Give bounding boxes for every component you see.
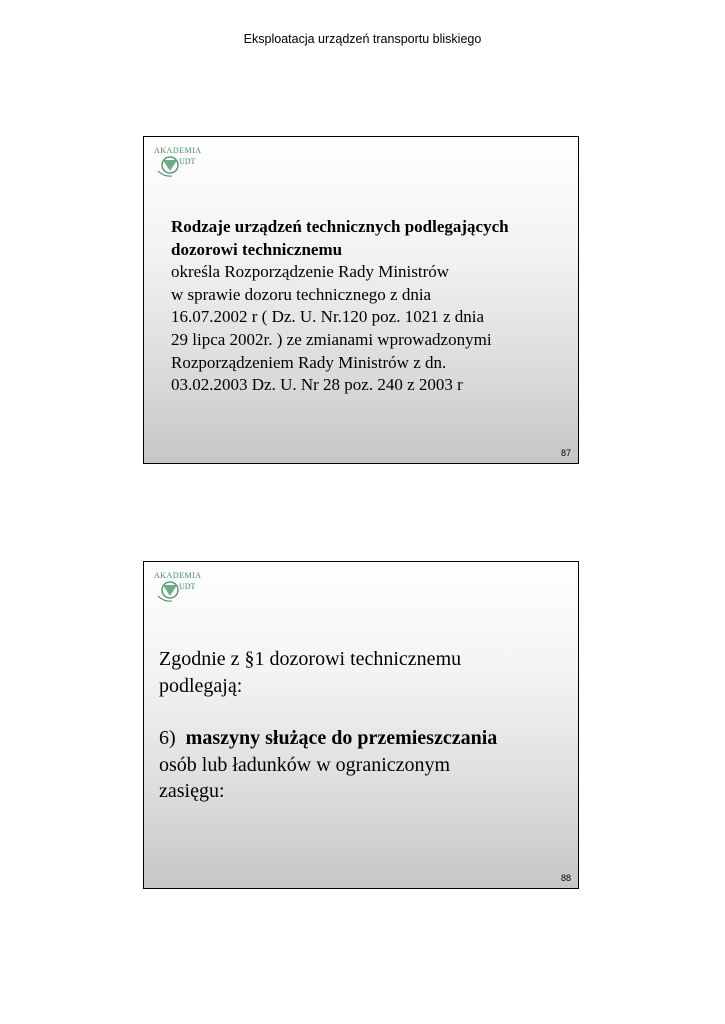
- slide-87-text-line: 03.02.2003 Dz. U. Nr 28 poz. 240 z 2003 r: [171, 375, 463, 395]
- logo-text-bottom: UDT: [179, 157, 196, 166]
- slide-number: 87: [560, 448, 571, 458]
- slide-87-text-line: w sprawie dozoru technicznego z dnia: [171, 284, 432, 304]
- slide-88-item-line: zasięgu:: [159, 780, 225, 802]
- slide-number: 88: [560, 873, 571, 883]
- academy-logo: [152, 568, 204, 606]
- slide-87-heading-line: dozorowi technicznemu: [171, 239, 343, 259]
- academy-logo-icon: [152, 143, 204, 181]
- logo-text-top: AKADEMIA: [154, 146, 202, 155]
- blank-line: [159, 699, 569, 725]
- academy-logo: [152, 143, 204, 181]
- item-bold-text: maszyny służące do przemieszczania: [185, 727, 498, 749]
- slide-88-intro-line: Zgodnie z §1 dozorowi technicznemu: [159, 648, 462, 670]
- slide-88: [143, 561, 579, 889]
- slide-87-heading-line: Rodzaje urządzeń technicznych podlegających: [171, 217, 509, 236]
- page-header: Eksploatacja urządzeń transportu bliskiego: [243, 32, 482, 46]
- slide-88-item-line: [159, 725, 569, 752]
- logo-text-top: AKADEMIA: [154, 571, 202, 580]
- slide-87: [143, 136, 579, 464]
- logo-text-bottom: UDT: [179, 582, 196, 591]
- slide-88-intro-line: podlegają:: [159, 674, 243, 697]
- slide-87-text-line: Rozporządzeniem Rady Ministrów z dn.: [171, 352, 447, 372]
- slide-87-text-line: 16.07.2002 r ( Dz. U. Nr.120 poz. 1021 z dnia: [171, 307, 485, 327]
- slide-88-body: [159, 646, 569, 805]
- academy-logo-icon: [152, 568, 204, 606]
- slide-87-body: [171, 216, 571, 397]
- slide-87-text-line: 29 lipca 2002r. ) ze zmianami wprowadzonymi: [171, 329, 492, 349]
- slide-88-item-line: osób lub ładunków w ograniczonym: [159, 753, 451, 776]
- item-prefix: 6): [159, 727, 186, 749]
- slide-87-text-line: określa Rozporządzenie Rady Ministrów: [171, 262, 450, 282]
